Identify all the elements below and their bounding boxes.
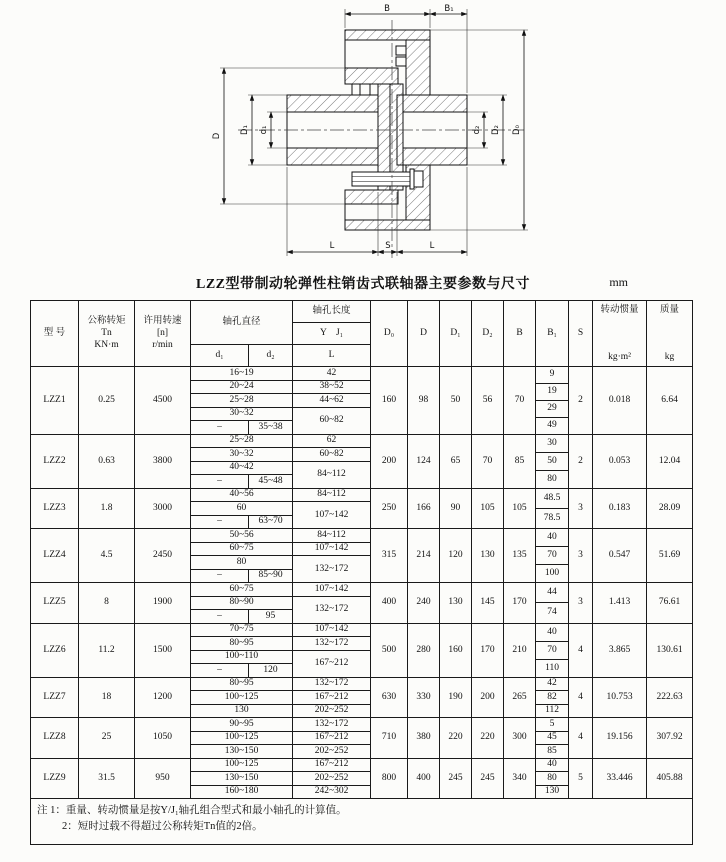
table-header bbox=[31, 301, 693, 367]
cell-B: 300 bbox=[504, 718, 536, 759]
torque-header-line: KN·m bbox=[94, 339, 119, 350]
cell-bore-dia: 60~75 bbox=[191, 583, 293, 597]
page-title: LZZ型带制动轮弹性柱销齿式联轴器主要参数与尺寸 bbox=[195, 277, 530, 292]
cell-D1: 120 bbox=[440, 529, 472, 583]
col-header-B: B bbox=[504, 301, 536, 367]
cell-torque: 18 bbox=[79, 677, 135, 718]
b1-stack bbox=[536, 529, 568, 582]
b1-value: 9 bbox=[536, 367, 568, 384]
cell-bore-d2: 45~48 bbox=[249, 475, 293, 489]
cell-bore-d1: – bbox=[191, 421, 249, 435]
cell-bore-dia: 30~32 bbox=[191, 407, 293, 421]
cell-bore-len: 107~142 bbox=[293, 583, 371, 597]
spec-table bbox=[30, 300, 693, 799]
b1-stack bbox=[536, 718, 568, 758]
cell-bore-dia: 100~125 bbox=[191, 691, 293, 705]
b1-value: 40 bbox=[536, 529, 568, 547]
cell-bore-d2: 63~70 bbox=[249, 515, 293, 529]
cell-model: LZZ3 bbox=[31, 488, 79, 529]
unit-label: mm bbox=[609, 275, 628, 289]
cell-bore-len: 42 bbox=[293, 367, 371, 381]
cell-mass: 130.61 bbox=[647, 623, 693, 677]
cell-model: LZZ2 bbox=[31, 434, 79, 488]
cell-D2: 200 bbox=[472, 677, 504, 718]
cell-bore-d1: – bbox=[191, 475, 249, 489]
cell-bore-d1: – bbox=[191, 664, 249, 678]
b1-value: 49 bbox=[547, 420, 557, 431]
cell-D2: 105 bbox=[472, 488, 504, 529]
cell-torque: 0.25 bbox=[79, 367, 135, 435]
col-header-D1: D₁ bbox=[440, 301, 472, 367]
b1-value: 19 bbox=[536, 384, 568, 401]
cell-bore-dia: 100~110 bbox=[191, 650, 293, 664]
b1-value: 44 bbox=[536, 583, 568, 603]
torque-header-line: Tn bbox=[101, 328, 112, 339]
col-header-torque bbox=[79, 301, 135, 367]
dim-label-D0: D₀ bbox=[512, 125, 522, 135]
table-row bbox=[31, 677, 693, 691]
b1-value: 130 bbox=[544, 786, 560, 797]
cell-D: 400 bbox=[408, 758, 440, 799]
col-header-D2: D₂ bbox=[472, 301, 504, 367]
b1-value: 82 bbox=[536, 691, 568, 705]
cell-bore-dia: 50~56 bbox=[191, 529, 293, 543]
col-header-D0: D₀ bbox=[371, 301, 408, 367]
cell-D1: 190 bbox=[440, 677, 472, 718]
cell-B1 bbox=[536, 583, 569, 624]
cell-D2: 170 bbox=[472, 623, 504, 677]
table-row bbox=[31, 583, 693, 597]
cell-bore-dia: 130~150 bbox=[191, 745, 293, 759]
cell-speed: 4500 bbox=[135, 367, 191, 435]
cell-bore-dia: 100~125 bbox=[191, 731, 293, 745]
b1-value: 40 bbox=[536, 759, 568, 773]
cell-bore-dia: 80~95 bbox=[191, 677, 293, 691]
cell-mass: 307.92 bbox=[647, 718, 693, 759]
cell-bore-len: 167~212 bbox=[293, 758, 371, 772]
cell-model: LZZ6 bbox=[31, 623, 79, 677]
cell-bore-len: 62 bbox=[293, 434, 371, 448]
cell-model: LZZ4 bbox=[31, 529, 79, 583]
b1-stack bbox=[536, 759, 568, 799]
cell-D0: 710 bbox=[371, 718, 408, 759]
b1-value: 45 bbox=[536, 732, 568, 746]
cell-bore-len: 38~52 bbox=[293, 380, 371, 394]
b1-stack bbox=[536, 435, 568, 488]
b1-value: 30 bbox=[536, 435, 568, 453]
cell-speed: 950 bbox=[135, 758, 191, 799]
cell-mass: 28.09 bbox=[647, 488, 693, 529]
cell-S: 4 bbox=[569, 677, 593, 718]
cell-D1: 65 bbox=[440, 434, 472, 488]
cell-mass: 405.88 bbox=[647, 758, 693, 799]
b1-value: 29 bbox=[536, 401, 568, 418]
cell-bore-dia: 60 bbox=[191, 502, 293, 516]
b1-value: 100 bbox=[544, 568, 560, 579]
b1-value: 50 bbox=[536, 453, 568, 471]
cell-B1 bbox=[536, 529, 569, 583]
cell-bore-d2: 95 bbox=[249, 610, 293, 624]
cell-D: 166 bbox=[408, 488, 440, 529]
cell-speed: 3800 bbox=[135, 434, 191, 488]
cell-bore-dia: 130 bbox=[191, 704, 293, 718]
cell-B: 135 bbox=[504, 529, 536, 583]
dim-label-B: B bbox=[384, 4, 390, 14]
cell-bore-dia: 60~75 bbox=[191, 542, 293, 556]
cell-B: 210 bbox=[504, 623, 536, 677]
cell-bore-dia: 90~95 bbox=[191, 718, 293, 732]
cell-speed: 1050 bbox=[135, 718, 191, 759]
table-row bbox=[31, 718, 693, 732]
cell-S: 4 bbox=[569, 623, 593, 677]
cell-D0: 160 bbox=[371, 367, 408, 435]
cell-B1 bbox=[536, 677, 569, 718]
cell-bore-len: 107~142 bbox=[293, 502, 371, 529]
cell-inertia: 1.413 bbox=[593, 583, 647, 624]
b1-value: 74 bbox=[547, 607, 557, 618]
cell-bore-d1: – bbox=[191, 610, 249, 624]
dim-label-D1: D₁ bbox=[240, 125, 250, 135]
cell-speed: 3000 bbox=[135, 488, 191, 529]
cell-bore-dia: 20~24 bbox=[191, 380, 293, 394]
cell-bore-len: 167~212 bbox=[293, 691, 371, 705]
cell-speed: 1500 bbox=[135, 623, 191, 677]
cell-D2: 70 bbox=[472, 434, 504, 488]
b1-value: 85 bbox=[547, 745, 557, 756]
cell-D2: 220 bbox=[472, 718, 504, 759]
torque-header-line: 公称转矩 bbox=[87, 316, 126, 327]
cell-model: LZZ1 bbox=[31, 367, 79, 435]
dim-label-L-right: L bbox=[429, 241, 435, 251]
col-header-S: S bbox=[569, 301, 593, 367]
table-row bbox=[31, 488, 693, 502]
cell-torque: 25 bbox=[79, 718, 135, 759]
cell-bore-dia: 40~42 bbox=[191, 461, 293, 475]
coupling-section-drawing bbox=[0, 0, 726, 268]
cell-D0: 315 bbox=[371, 529, 408, 583]
cell-model: LZZ8 bbox=[31, 718, 79, 759]
cell-inertia: 10.753 bbox=[593, 677, 647, 718]
cell-bore-dia: 30~32 bbox=[191, 448, 293, 462]
cell-B1 bbox=[536, 623, 569, 677]
cell-torque: 11.2 bbox=[79, 623, 135, 677]
cell-bore-len: 202~252 bbox=[293, 745, 371, 759]
dim-label-d2: d₂ bbox=[472, 125, 482, 135]
col-header-yj1: Y J₁ bbox=[293, 323, 371, 345]
cell-bore-dia: 80 bbox=[191, 556, 293, 570]
col-header-bore-len: 轴孔长度 bbox=[293, 301, 371, 323]
cell-bore-len: 107~142 bbox=[293, 542, 371, 556]
cell-bore-dia: 80~95 bbox=[191, 637, 293, 651]
table-notes bbox=[30, 799, 693, 845]
table-row bbox=[31, 758, 693, 772]
b1-value: 42 bbox=[536, 678, 568, 692]
cell-inertia: 19.156 bbox=[593, 718, 647, 759]
cell-D1: 245 bbox=[440, 758, 472, 799]
col-header-mass bbox=[647, 301, 693, 367]
cell-B1 bbox=[536, 718, 569, 759]
cell-D: 380 bbox=[408, 718, 440, 759]
speed-header-line: [n] bbox=[156, 328, 169, 339]
cell-model: LZZ5 bbox=[31, 583, 79, 624]
cell-bore-d1: – bbox=[191, 515, 249, 529]
cell-bore-d1: – bbox=[191, 569, 249, 583]
cell-D2: 130 bbox=[472, 529, 504, 583]
cell-bore-len: 132~172 bbox=[293, 637, 371, 651]
dimension-labels bbox=[212, 4, 522, 251]
cell-bore-len: 202~252 bbox=[293, 772, 371, 786]
cell-bore-len: 84~112 bbox=[293, 461, 371, 488]
cell-S: 3 bbox=[569, 529, 593, 583]
cell-mass: 76.61 bbox=[647, 583, 693, 624]
b1-stack bbox=[536, 678, 568, 718]
cell-bore-len: 132~172 bbox=[293, 556, 371, 583]
cell-bore-len: 107~142 bbox=[293, 623, 371, 637]
b1-value: 48.5 bbox=[536, 489, 568, 509]
cell-bore-dia: 40~56 bbox=[191, 488, 293, 502]
b1-value: 78.5 bbox=[543, 512, 561, 523]
table-row bbox=[31, 623, 693, 637]
speed-header-line: 许用转速 bbox=[143, 316, 182, 327]
b1-value: 112 bbox=[545, 705, 559, 716]
table-row bbox=[31, 434, 693, 448]
cell-inertia: 33.446 bbox=[593, 758, 647, 799]
cell-D1: 160 bbox=[440, 623, 472, 677]
cell-bore-dia: 25~28 bbox=[191, 394, 293, 408]
cell-bore-d2: 120 bbox=[249, 664, 293, 678]
cell-D2: 245 bbox=[472, 758, 504, 799]
col-header-inertia bbox=[593, 301, 647, 367]
cell-inertia: 0.183 bbox=[593, 488, 647, 529]
cell-bore-len: 84~112 bbox=[293, 529, 371, 543]
col-header-D: D bbox=[408, 301, 440, 367]
cell-bore-len: 132~172 bbox=[293, 596, 371, 623]
cell-B: 340 bbox=[504, 758, 536, 799]
cell-bore-dia: 160~180 bbox=[191, 785, 293, 799]
cell-bore-len: 202~252 bbox=[293, 704, 371, 718]
b1-stack bbox=[536, 624, 568, 677]
b1-stack bbox=[536, 489, 568, 529]
b1-value: 80 bbox=[536, 772, 568, 786]
cell-B1 bbox=[536, 434, 569, 488]
cell-S: 5 bbox=[569, 758, 593, 799]
cell-bore-dia: 130~150 bbox=[191, 772, 293, 786]
cell-torque: 4.5 bbox=[79, 529, 135, 583]
cell-inertia: 0.547 bbox=[593, 529, 647, 583]
cell-S: 3 bbox=[569, 488, 593, 529]
cell-B: 105 bbox=[504, 488, 536, 529]
cell-D: 124 bbox=[408, 434, 440, 488]
cell-bore-len: 44~62 bbox=[293, 394, 371, 408]
cell-inertia: 0.018 bbox=[593, 367, 647, 435]
cell-inertia: 0.053 bbox=[593, 434, 647, 488]
cell-S: 2 bbox=[569, 367, 593, 435]
cell-torque: 31.5 bbox=[79, 758, 135, 799]
dim-label-B1: B₁ bbox=[444, 4, 454, 14]
cell-speed: 1900 bbox=[135, 583, 191, 624]
cell-D: 280 bbox=[408, 623, 440, 677]
cell-D0: 800 bbox=[371, 758, 408, 799]
cell-torque: 1.8 bbox=[79, 488, 135, 529]
cell-bore-dia: 100~125 bbox=[191, 758, 293, 772]
cell-B: 85 bbox=[504, 434, 536, 488]
cell-D1: 130 bbox=[440, 583, 472, 624]
cell-B1 bbox=[536, 758, 569, 799]
col-header-d2: d₂ bbox=[249, 345, 293, 367]
speed-header-line: r/min bbox=[152, 339, 173, 350]
cell-inertia: 3.865 bbox=[593, 623, 647, 677]
inertia-header-title: 转动惯量 bbox=[600, 304, 639, 315]
cell-B: 70 bbox=[504, 367, 536, 435]
mass-header-title: 质量 bbox=[660, 304, 680, 315]
cell-D1: 90 bbox=[440, 488, 472, 529]
b1-stack bbox=[536, 583, 568, 623]
b1-value: 110 bbox=[545, 662, 559, 673]
cell-D0: 400 bbox=[371, 583, 408, 624]
cell-D2: 56 bbox=[472, 367, 504, 435]
cell-model: LZZ9 bbox=[31, 758, 79, 799]
dim-label-D: D bbox=[212, 132, 222, 140]
note-line-1: 注 1：重量、转动惯量是按Y/J₁轴孔组合型式和最小轴孔的计算值。 bbox=[37, 805, 347, 816]
inertia-header-unit: kg·m² bbox=[608, 351, 631, 362]
mass-header-unit: kg bbox=[664, 351, 675, 362]
col-header-L: L bbox=[293, 345, 371, 367]
cell-speed: 1200 bbox=[135, 677, 191, 718]
page-title-row bbox=[0, 273, 726, 295]
cell-S: 4 bbox=[569, 718, 593, 759]
col-header-model: 型 号 bbox=[31, 301, 79, 367]
cell-bore-len: 242~302 bbox=[293, 785, 371, 799]
cell-D1: 220 bbox=[440, 718, 472, 759]
col-header-speed bbox=[135, 301, 191, 367]
cell-bore-dia: 25~28 bbox=[191, 434, 293, 448]
cell-D: 240 bbox=[408, 583, 440, 624]
cell-S: 2 bbox=[569, 434, 593, 488]
dim-label-S: S bbox=[385, 241, 391, 251]
cell-mass: 51.69 bbox=[647, 529, 693, 583]
elastic-pin-bolt bbox=[352, 169, 423, 189]
cell-bore-dia: 80~90 bbox=[191, 596, 293, 610]
cell-mass: 222.63 bbox=[647, 677, 693, 718]
cell-mass: 12.04 bbox=[647, 434, 693, 488]
cell-model: LZZ7 bbox=[31, 677, 79, 718]
col-header-B1: B₁ bbox=[536, 301, 569, 367]
cell-B1 bbox=[536, 367, 569, 435]
cell-D0: 500 bbox=[371, 623, 408, 677]
dim-label-L-left: L bbox=[329, 241, 335, 251]
col-header-d1: d₁ bbox=[191, 345, 249, 367]
dim-label-D2: D₂ bbox=[491, 125, 501, 135]
cell-bore-len: 60~82 bbox=[293, 448, 371, 462]
cell-bore-len: 132~172 bbox=[293, 718, 371, 732]
b1-value: 70 bbox=[536, 642, 568, 660]
cell-bore-len: 60~82 bbox=[293, 407, 371, 434]
cell-bore-len: 167~212 bbox=[293, 650, 371, 677]
cell-D0: 630 bbox=[371, 677, 408, 718]
table-row bbox=[31, 367, 693, 381]
b1-value: 70 bbox=[536, 547, 568, 565]
cell-torque: 0.63 bbox=[79, 434, 135, 488]
cell-bore-len: 167~212 bbox=[293, 731, 371, 745]
table-row bbox=[31, 529, 693, 543]
dim-label-d1: d₁ bbox=[259, 125, 269, 135]
note-line-2: 2：短时过载不得超过公称转矩Tn值的2倍。 bbox=[62, 821, 263, 833]
cell-bore-d2: 85~90 bbox=[249, 569, 293, 583]
cell-D: 330 bbox=[408, 677, 440, 718]
cell-torque: 8 bbox=[79, 583, 135, 624]
cell-B1 bbox=[536, 488, 569, 529]
b1-value: 40 bbox=[536, 624, 568, 642]
cell-D0: 200 bbox=[371, 434, 408, 488]
cell-D2: 145 bbox=[472, 583, 504, 624]
cell-bore-len: 132~172 bbox=[293, 677, 371, 691]
col-header-bore-dia: 轴孔直径 bbox=[191, 301, 293, 345]
cell-bore-len: 84~112 bbox=[293, 488, 371, 502]
table-wrap bbox=[30, 300, 695, 845]
cell-D: 98 bbox=[408, 367, 440, 435]
spec-table-body bbox=[31, 367, 693, 799]
b1-stack bbox=[536, 367, 568, 434]
cell-mass: 6.64 bbox=[647, 367, 693, 435]
cell-bore-dia: 16~19 bbox=[191, 367, 293, 381]
cell-bore-d2: 35~38 bbox=[249, 421, 293, 435]
b1-value: 80 bbox=[547, 473, 557, 484]
cell-bore-dia: 70~75 bbox=[191, 623, 293, 637]
cell-B: 265 bbox=[504, 677, 536, 718]
b1-value: 5 bbox=[536, 718, 568, 732]
cell-D0: 250 bbox=[371, 488, 408, 529]
cell-D1: 50 bbox=[440, 367, 472, 435]
cell-D: 214 bbox=[408, 529, 440, 583]
cell-speed: 2450 bbox=[135, 529, 191, 583]
cell-S: 3 bbox=[569, 583, 593, 624]
cell-B: 170 bbox=[504, 583, 536, 624]
